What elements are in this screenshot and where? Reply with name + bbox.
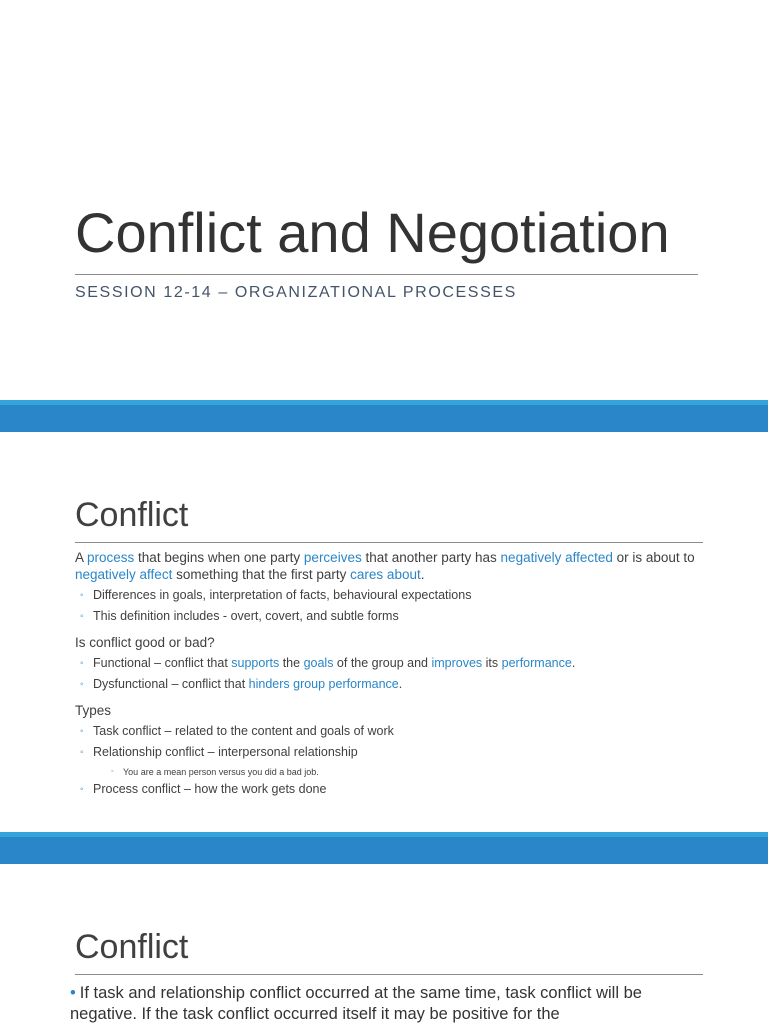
highlight-process: process [87, 550, 135, 565]
bullet-icon: ◦ [80, 679, 84, 690]
list-item [75, 779, 705, 800]
definition-text: . [420, 567, 425, 582]
slide-title: Conflict [75, 496, 189, 534]
conflict-continued-slide [0, 864, 768, 1024]
bullet-icon: ◦ [111, 768, 114, 775]
list-item-text: Dysfunctional – conflict that [93, 677, 249, 691]
list-item-text: Relationship conflict – interpersonal relationship [93, 745, 358, 759]
slide-divider-band [0, 400, 768, 432]
list-item [75, 742, 705, 779]
list-item [75, 721, 705, 742]
definition-paragraph [75, 549, 705, 583]
list-item [75, 585, 705, 606]
sub-bullet-list [93, 765, 705, 779]
highlight-hinders: hinders group performance [248, 677, 399, 691]
conflict-definition-slide [0, 432, 768, 832]
highlight-goals: goals [303, 656, 334, 670]
good-bad-bullet-list [75, 653, 705, 695]
title-slide [0, 0, 768, 400]
definition-text: something that the first party [172, 567, 351, 582]
presentation-title: Conflict and Negotiation [75, 201, 670, 264]
list-item-text: its [482, 656, 502, 670]
list-item-text: . [398, 677, 403, 691]
definition-text: A [75, 550, 88, 565]
list-item-text: Task conflict – related to the content and goals of work [93, 724, 394, 738]
list-item-text: Process conflict – how the work gets done [93, 782, 327, 796]
definition-bullet-list [75, 585, 705, 627]
types-heading: Types [75, 703, 112, 718]
highlight-negatively-affect: negatively affect [75, 567, 173, 582]
list-item [75, 674, 705, 695]
definition-text: that another party has [361, 550, 501, 565]
list-item-text: of the group and [333, 656, 432, 670]
list-item [75, 606, 705, 627]
bullet-icon: ◦ [80, 590, 84, 601]
list-item-text: You are a mean person versus you did a bad job. [123, 767, 319, 777]
highlight-cares-about: cares about [350, 567, 421, 582]
bullet-icon: ◦ [80, 784, 84, 795]
highlight-supports: supports [231, 656, 280, 670]
title-underline [75, 274, 698, 275]
list-item-text: This definition includes - overt, covert, and subtle forms [93, 609, 399, 623]
bullet-icon: ◦ [80, 747, 84, 758]
slide-title-underline [75, 542, 703, 543]
slide-divider-band [0, 832, 768, 864]
definition-text: that begins when one party [134, 550, 304, 565]
list-item-text: the [279, 656, 304, 670]
body-text: If task and relationship conflict occurred at the same time, task conflict will be negative. If the task conflict occurred itself it may be positive for the [70, 984, 642, 1023]
bullet-icon: ◦ [80, 726, 84, 737]
list-item-text: Differences in goals, interpretation of facts, behavioural expectations [93, 588, 472, 602]
types-bullet-list [75, 721, 705, 800]
bullet-icon: ◦ [80, 611, 84, 622]
highlight-improves: improves [431, 656, 483, 670]
list-item-text: . [571, 656, 576, 670]
slide-body [75, 549, 705, 800]
good-or-bad-question: Is conflict good or bad? [75, 635, 215, 650]
bullet-icon: ◦ [80, 658, 84, 669]
highlight-performance: performance [501, 656, 572, 670]
slide-body [70, 983, 710, 1024]
definition-text: or is about to [612, 550, 695, 565]
bullet-icon: • [70, 984, 76, 1002]
highlight-negatively-affected: negatively affected [500, 550, 613, 565]
list-item [75, 653, 705, 674]
slide-title: Conflict [75, 928, 189, 966]
list-item [93, 765, 705, 779]
highlight-perceives: perceives [303, 550, 362, 565]
slide-title-underline [75, 974, 703, 975]
presentation-subtitle: SESSION 12-14 – ORGANIZATIONAL PROCESSES [75, 284, 517, 301]
list-item-text: Functional – conflict that [93, 656, 232, 670]
